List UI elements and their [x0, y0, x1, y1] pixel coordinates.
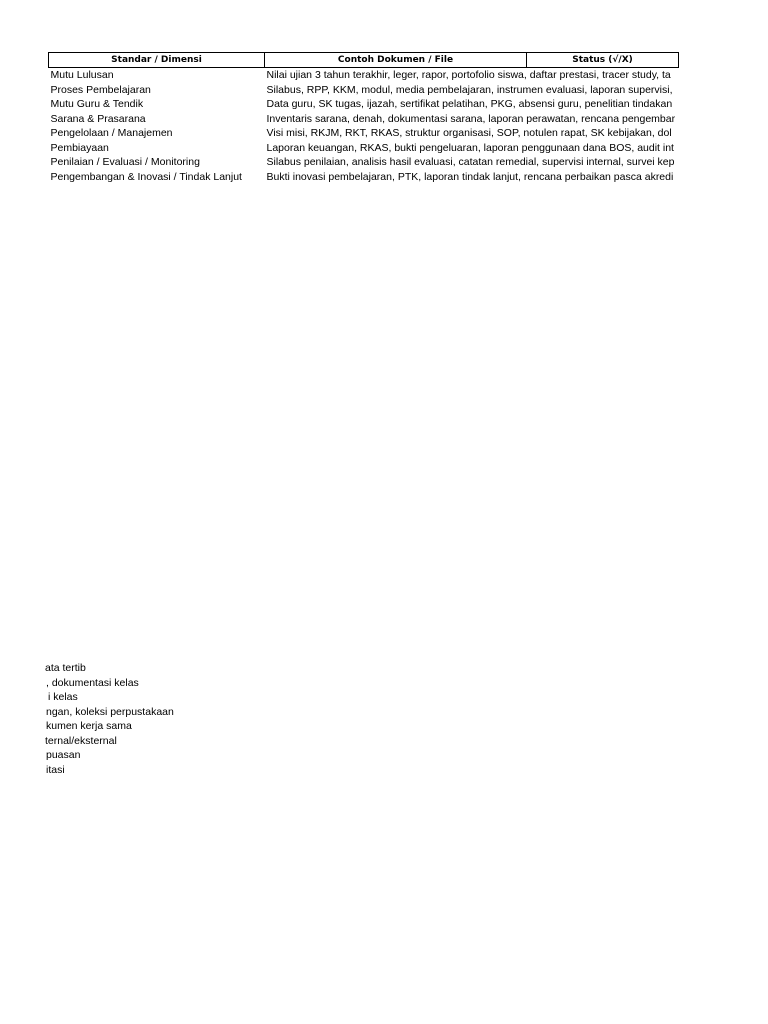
- cell-standard[interactable]: Pengembangan & Inovasi / Tindak Lanjut: [50, 170, 242, 183]
- cell-documents[interactable]: [265, 68, 679, 83]
- column-header-standard[interactable]: Standar / Dimensi: [49, 53, 265, 68]
- table-row: [49, 68, 679, 83]
- overflow-text-fragments: [0, 661, 200, 777]
- table-row: [49, 126, 679, 141]
- overflow-fragment: itasi: [46, 763, 65, 776]
- cell-standard[interactable]: Mutu Guru & Tendik: [50, 98, 144, 111]
- table-row: [49, 112, 679, 127]
- cell-documents[interactable]: [265, 126, 679, 141]
- cell-standard[interactable]: Penilaian / Evaluasi / Monitoring: [50, 156, 200, 169]
- cell-standard[interactable]: Proses Pembelajaran: [50, 83, 151, 96]
- column-header-status[interactable]: Status (√/X): [527, 53, 679, 68]
- overflow-fragment: puasan: [46, 749, 81, 761]
- cell-documents[interactable]: [265, 141, 679, 156]
- table-row: [49, 97, 679, 112]
- cell-standard[interactable]: Mutu Lulusan: [50, 69, 114, 82]
- accreditation-document-table: [48, 52, 679, 184]
- cell-standard[interactable]: Sarana & Prasarana: [50, 112, 146, 125]
- cell-documents-text: Nilai ujian 3 tahun terakhir, leger, rapor, portofolio siswa, daftar prestasi, tracer study, ta: [266, 69, 671, 82]
- overflow-fragment: ternal/eksternal: [45, 734, 117, 747]
- overflow-fragment: kumen kerja sama: [46, 720, 132, 732]
- overflow-fragment: ngan, koleksi perpustakaan: [46, 705, 174, 718]
- cell-documents-text: Laporan keuangan, RKAS, bukti pengeluaran, laporan penggunaan dana BOS, audit int: [266, 141, 674, 154]
- cell-documents[interactable]: [265, 97, 679, 112]
- cell-documents[interactable]: [265, 155, 679, 170]
- column-header-documents[interactable]: Contoh Dokumen / File: [265, 53, 527, 68]
- cell-documents[interactable]: [265, 83, 679, 98]
- overflow-fragment: i kelas: [48, 691, 78, 703]
- overflow-fragment: ata tertib: [45, 662, 86, 674]
- cell-documents-text: Visi misi, RKJM, RKT, RKAS, struktur organisasi, SOP, notulen rapat, SK kebijakan, dol: [266, 127, 672, 140]
- overflow-fragment: , dokumentasi kelas: [46, 676, 139, 689]
- table-row: [49, 170, 679, 185]
- cell-standard[interactable]: Pembiayaan: [50, 141, 109, 154]
- cell-documents[interactable]: [265, 170, 679, 185]
- cell-documents-text: Silabus penilaian, analisis hasil evaluasi, catatan remedial, supervisi internal, survei kep: [266, 156, 675, 169]
- cell-standard[interactable]: Pengelolaan / Manajemen: [50, 127, 173, 140]
- cell-documents-text: Silabus, RPP, KKM, modul, media pembelajaran, instrumen evaluasi, laporan supervisi,: [266, 83, 673, 96]
- table-row: [49, 141, 679, 156]
- header-row: [49, 53, 679, 68]
- cell-documents-text: Bukti inovasi pembelajaran, PTK, laporan tindak lanjut, rencana perbaikan pasca akredi: [266, 170, 674, 183]
- table-row: [49, 155, 679, 170]
- cell-documents[interactable]: [265, 112, 679, 127]
- table-row: [49, 83, 679, 98]
- spreadsheet-page: [48, 52, 678, 184]
- cell-documents-text: Inventaris sarana, denah, dokumentasi sarana, laporan perawatan, rencana pengembar: [266, 112, 676, 125]
- cell-documents-text: Data guru, SK tugas, ijazah, sertifikat pelatihan, PKG, absensi guru, penelitian tindakan: [266, 98, 673, 111]
